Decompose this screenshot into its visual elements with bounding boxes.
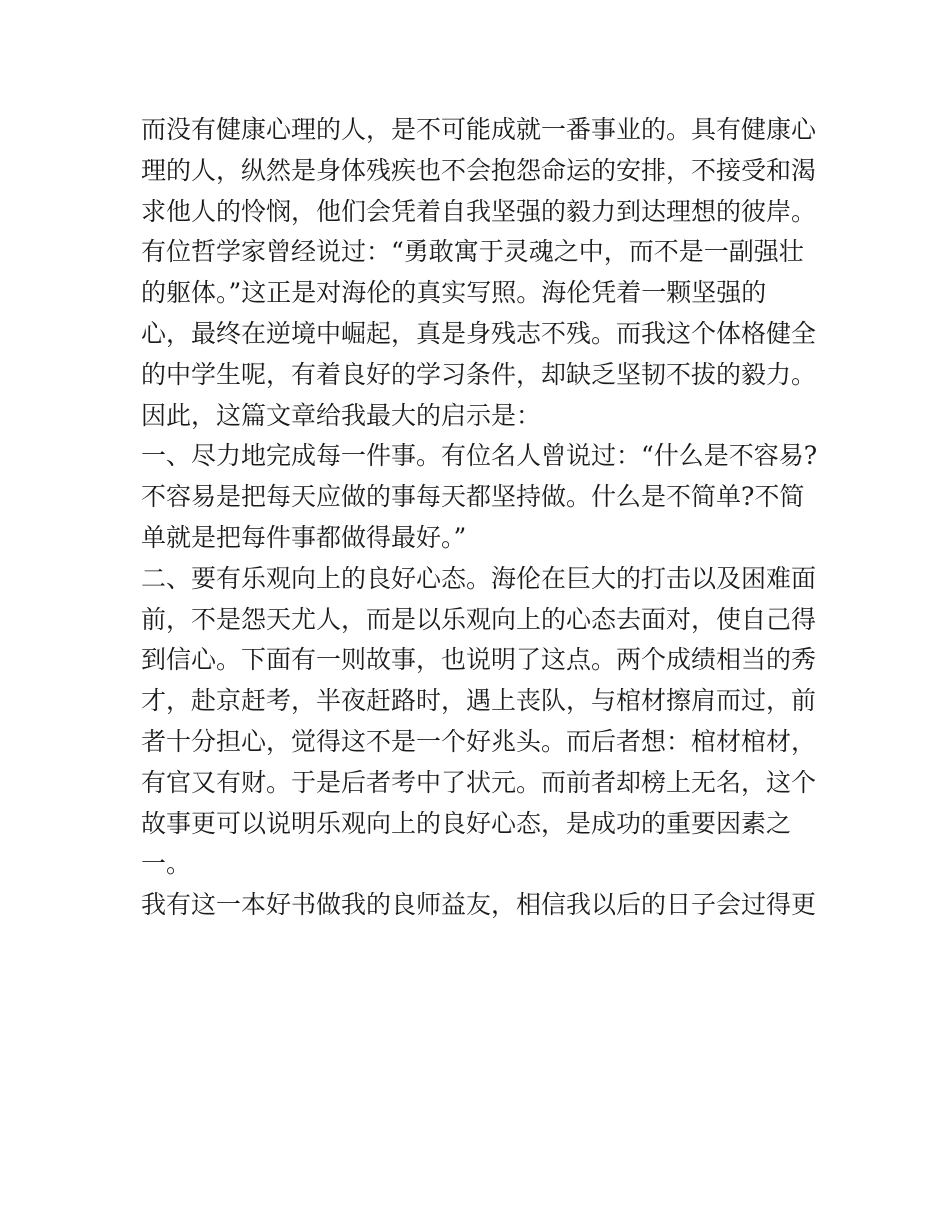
- text-line: 的中学生呢，有着良好的学习条件，却缺乏坚韧不拔的毅力。: [141, 359, 817, 389]
- document-body: [141, 110, 821, 926]
- text-line: 因此，这篇文章给我最大的启示是：: [141, 400, 542, 430]
- text-line: 有位哲学家曾经说过：“勇敢寓于灵魂之中，而不是一副强壮: [141, 237, 804, 267]
- text-line: 二、要有乐观向上的良好心态。海伦在巨大的打击以及困难面: [141, 563, 817, 593]
- text-line: 而没有健康心理的人，是不可能成就一番事业的。具有健康心: [141, 115, 817, 144]
- text-line: 前，不是怨天尤人，而是以乐观向上的心态去面对，使自己得: [141, 604, 817, 634]
- text-line: 到信心。下面有一则故事，也说明了这点。两个成绩相当的秀: [141, 645, 817, 675]
- text-line: 求他人的怜悯，他们会凭着自我坚强的毅力到达理想的彼岸。: [141, 196, 817, 226]
- text-line: 有官又有财。于是后者考中了状元。而前者却榜上无名，这个: [141, 767, 817, 797]
- text-line: 一。: [141, 849, 192, 879]
- text-line: 者十分担心，觉得这不是一个好兆头。而后者想：棺材棺材，: [141, 726, 817, 756]
- text-line: 不容易是把每天应做的事每天都坚持做。什么是不简单?不简: [141, 482, 805, 512]
- text-line: 我有这一本好书做我的良师益友，相信我以后的日子会过得更: [141, 890, 817, 920]
- text-line: 心，最终在逆境中崛起，真是身残志不残。而我这个体格健全: [141, 318, 817, 348]
- text-line: 故事更可以说明乐观向上的良好心态，是成功的重要因素之: [141, 808, 792, 838]
- text-line: 一、尽力地完成每一件事。有位名人曾说过：“什么是不容易?: [141, 441, 818, 471]
- text-line: 的躯体。”这正是对海伦的真实写照。海伦凭着一颗坚强的: [141, 278, 767, 308]
- text-line: 理的人，纵然是身体残疾也不会抱怨命运的安排，不接受和渴: [141, 155, 817, 185]
- text-line: 才，赴京赶考，半夜赶路时，遇上丧队，与棺材擦肩而过，前: [141, 686, 817, 716]
- text-line: 单就是把每件事都做得最好。”: [141, 522, 467, 552]
